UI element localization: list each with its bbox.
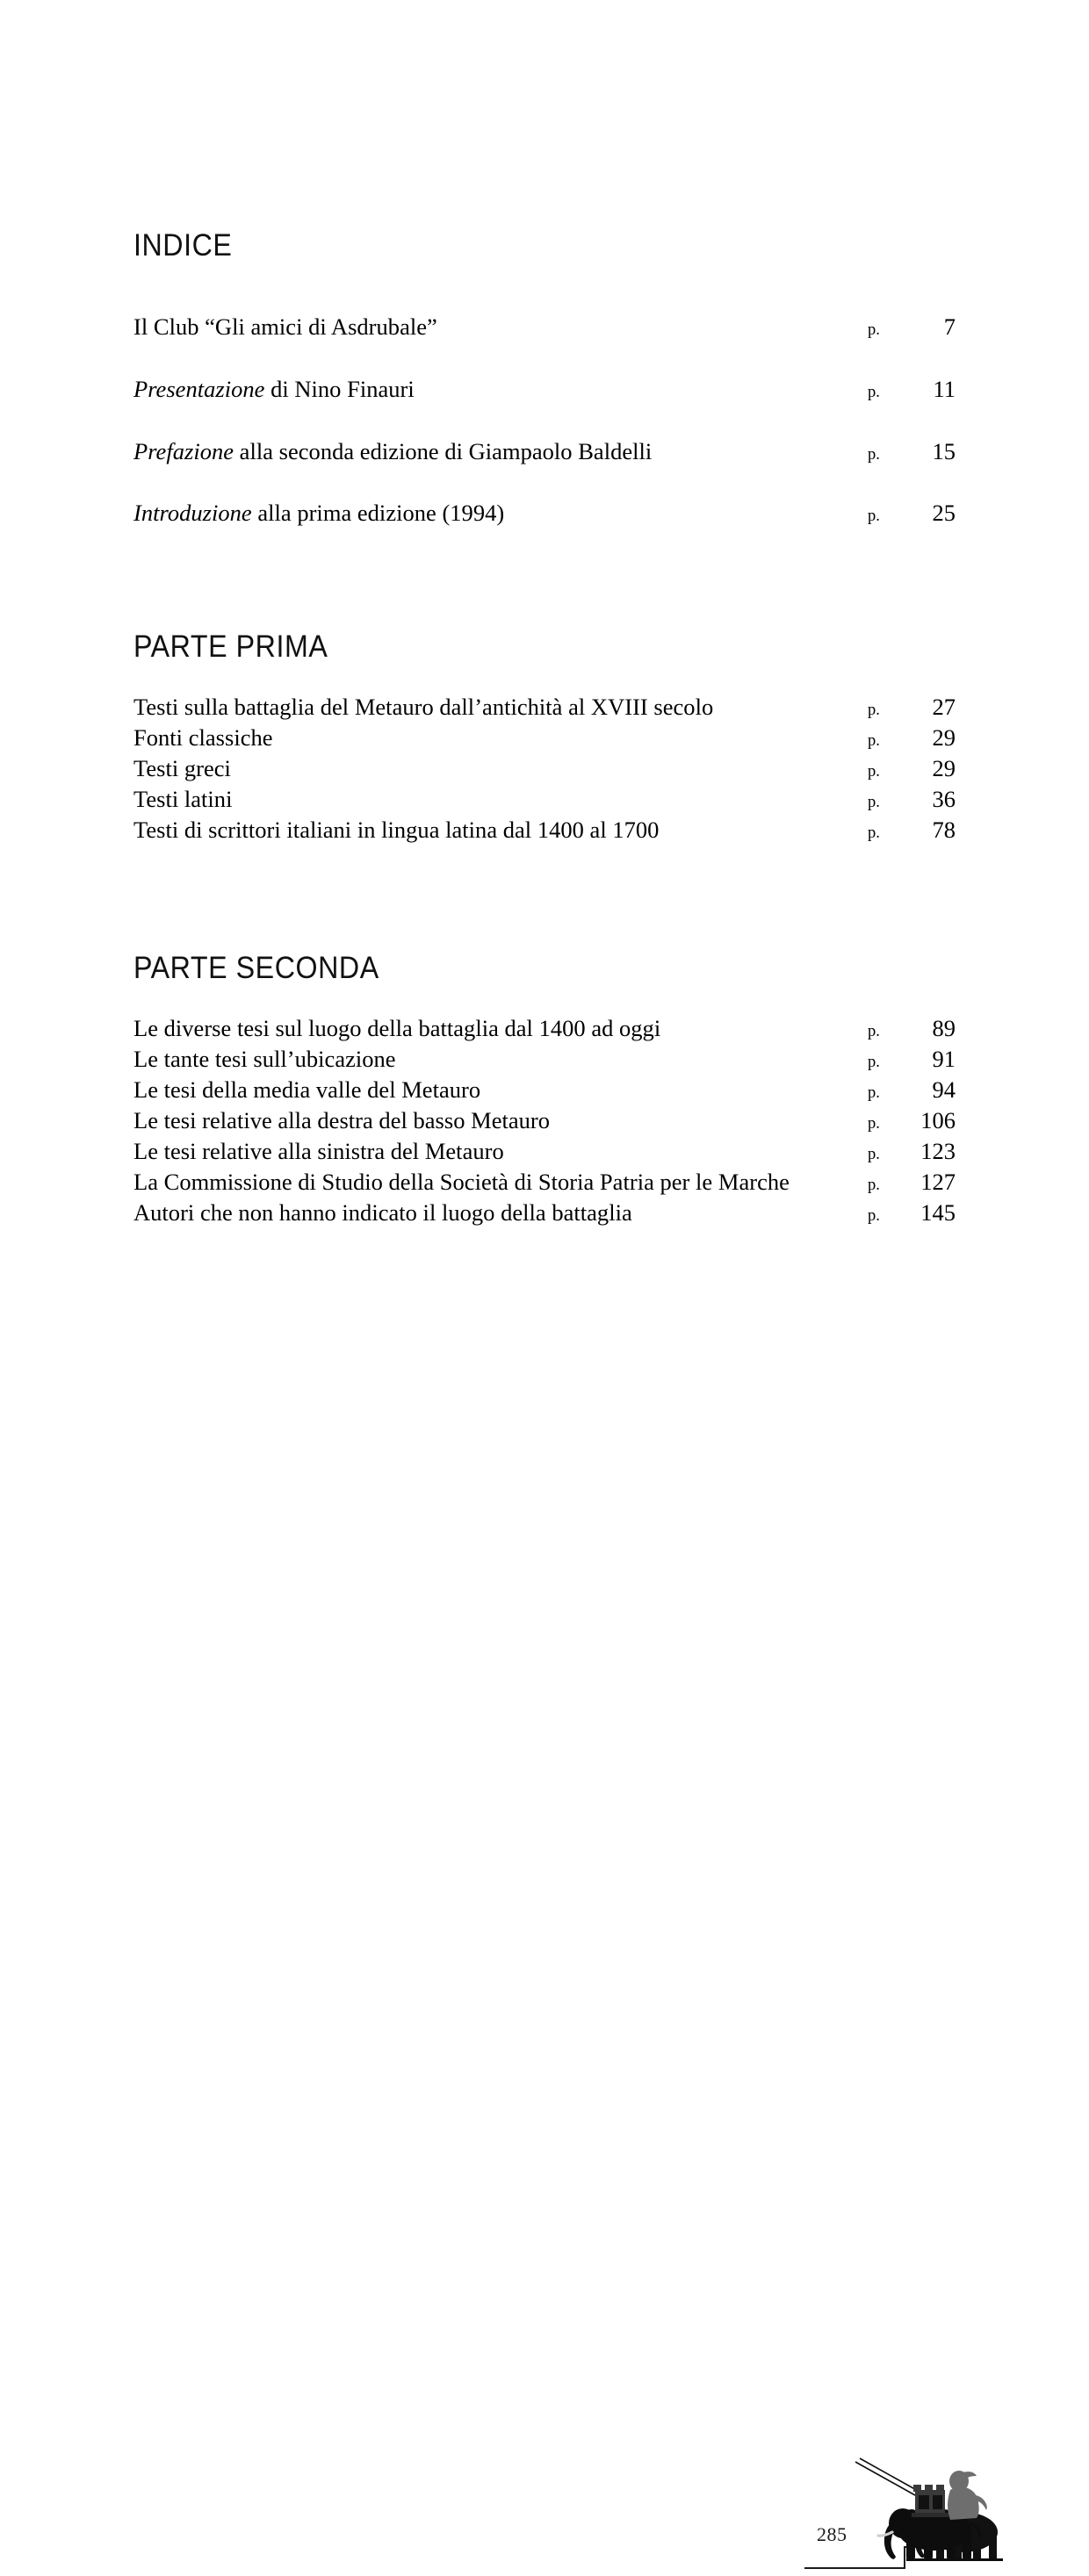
toc-entry-title: Il Club “Gli amici di Asdrubale” [133, 313, 437, 340]
toc-entry-page-number: 127 [920, 1169, 956, 1196]
toc-entry-page-number: 94 [932, 1076, 956, 1104]
toc-entry-page-label: p. [868, 1207, 880, 1226]
toc-entry[interactable] [133, 340, 956, 402]
toc-entry-title: Le tesi della media valle del Metauro [133, 1076, 481, 1104]
toc-entry[interactable] [133, 695, 956, 726]
toc-entry-page-label: p. [868, 1146, 880, 1164]
page-title-indice: INDICE [133, 228, 233, 263]
toc-entry-page-number: 106 [920, 1107, 956, 1134]
toc-entry-page-number: 123 [920, 1138, 956, 1165]
toc-entry[interactable] [133, 1201, 956, 1232]
toc-group-parte-prima [133, 695, 956, 849]
spacer [133, 849, 956, 953]
toc-entry[interactable] [133, 757, 956, 788]
toc-entry-title: Le tesi relative alla sinistra del Metauro [133, 1138, 504, 1165]
toc-group-front-matter [133, 315, 956, 526]
toc-entry-page-number: 29 [932, 755, 956, 782]
toc-entry-title: Testi sulla battaglia del Metauro dall’antichità al XVIII secolo [133, 694, 714, 721]
toc-entry-page-label: p. [868, 1054, 880, 1072]
toc-entry-title: Testi di scrittori italiani in lingua latina dal 1400 al 1700 [133, 817, 660, 844]
war-elephant-icon [831, 2457, 1015, 2571]
toc-entry[interactable] [133, 1047, 956, 1078]
toc-entry[interactable] [133, 1109, 956, 1140]
toc-entry-page-number: 27 [932, 694, 956, 721]
toc-entry-title: Le tante tesi sull’ubicazione [133, 1046, 396, 1073]
toc-entry-page-number: 78 [932, 817, 956, 844]
toc-entry-page-label: p. [868, 702, 880, 720]
toc-entry-title-italic: Prefazione [133, 437, 234, 464]
page-footer [0, 1240, 1089, 2545]
toc-entry[interactable] [133, 1078, 956, 1109]
toc-entry-title-italic: Introduzione [133, 500, 252, 527]
toc-entry-title-italic: Presentazione [133, 375, 265, 402]
toc-entry[interactable] [133, 1170, 956, 1201]
toc-entry[interactable] [133, 818, 956, 849]
toc-entry-title: Testi latini [133, 786, 233, 813]
toc-entry-title: Fonti classiche [133, 724, 273, 752]
toc-entry-title: La Commissione di Studio della Società di Storia Patria per le Marche [133, 1169, 790, 1196]
toc-entry-title: Le diverse tesi sul luogo della battaglia dal 1400 ad oggi [133, 1015, 661, 1042]
toc-entry-page-number: 89 [932, 1015, 956, 1042]
spacer [133, 983, 956, 1017]
toc-entry-page-label: p. [868, 824, 880, 843]
toc-entry-title: Autori che non hanno indicato il luogo della battaglia [133, 1199, 632, 1227]
toc-content [133, 230, 956, 1232]
section-heading-parte-seconda: PARTE SECONDA [133, 951, 379, 986]
toc-entry-page-label: p. [868, 763, 880, 781]
toc-entry-page-label: p. [868, 1023, 880, 1041]
toc-entry-page-label: p. [868, 1176, 880, 1195]
toc-entry-page-number: 36 [932, 786, 956, 813]
toc-entry[interactable] [133, 315, 956, 340]
toc-entry[interactable] [133, 1140, 956, 1170]
toc-entry-page-label: p. [868, 1115, 880, 1133]
toc-entry-page-number: 145 [920, 1199, 956, 1227]
toc-entry-page-number: 11 [933, 375, 956, 402]
toc-entry[interactable] [133, 788, 956, 818]
toc-entry[interactable] [133, 1017, 956, 1047]
toc-entry-title: Introduzione alla prima edizione (1994) [133, 500, 505, 527]
toc-entry-page-number: 25 [932, 500, 956, 527]
toc-entry-title: Prefazione alla seconda edizione di Giampaolo Baldelli [133, 437, 653, 464]
toc-group-parte-seconda [133, 1017, 956, 1232]
toc-entry-title: Le tesi relative alla destra del basso Metauro [133, 1107, 551, 1134]
toc-entry-page-label: p. [868, 383, 880, 401]
toc-entry-page-label: p. [868, 445, 880, 464]
toc-entry-page-label: p. [868, 794, 880, 812]
spacer [133, 662, 956, 695]
toc-entry[interactable] [133, 402, 956, 464]
folio-number: 285 [817, 2523, 847, 2545]
toc-entry-page-label: p. [868, 1084, 880, 1103]
toc-entry-title: Presentazione di Nino Finauri [133, 375, 415, 402]
toc-entry-page-number: 7 [943, 313, 956, 340]
toc-entry[interactable] [133, 464, 956, 526]
toc-entry-page-number: 91 [932, 1046, 956, 1073]
spacer [133, 261, 956, 315]
spacer [133, 526, 956, 631]
section-heading-parte-prima: PARTE PRIMA [133, 630, 328, 665]
toc-entry-page-label: p. [868, 732, 880, 751]
toc-entry-title: Testi greci [133, 755, 231, 782]
toc-entry-page-number: 15 [932, 437, 956, 464]
toc-entry-page-label: p. [868, 321, 880, 339]
toc-entry[interactable] [133, 726, 956, 757]
toc-entry-page-label: p. [868, 507, 880, 526]
toc-entry-page-number: 29 [932, 724, 956, 752]
